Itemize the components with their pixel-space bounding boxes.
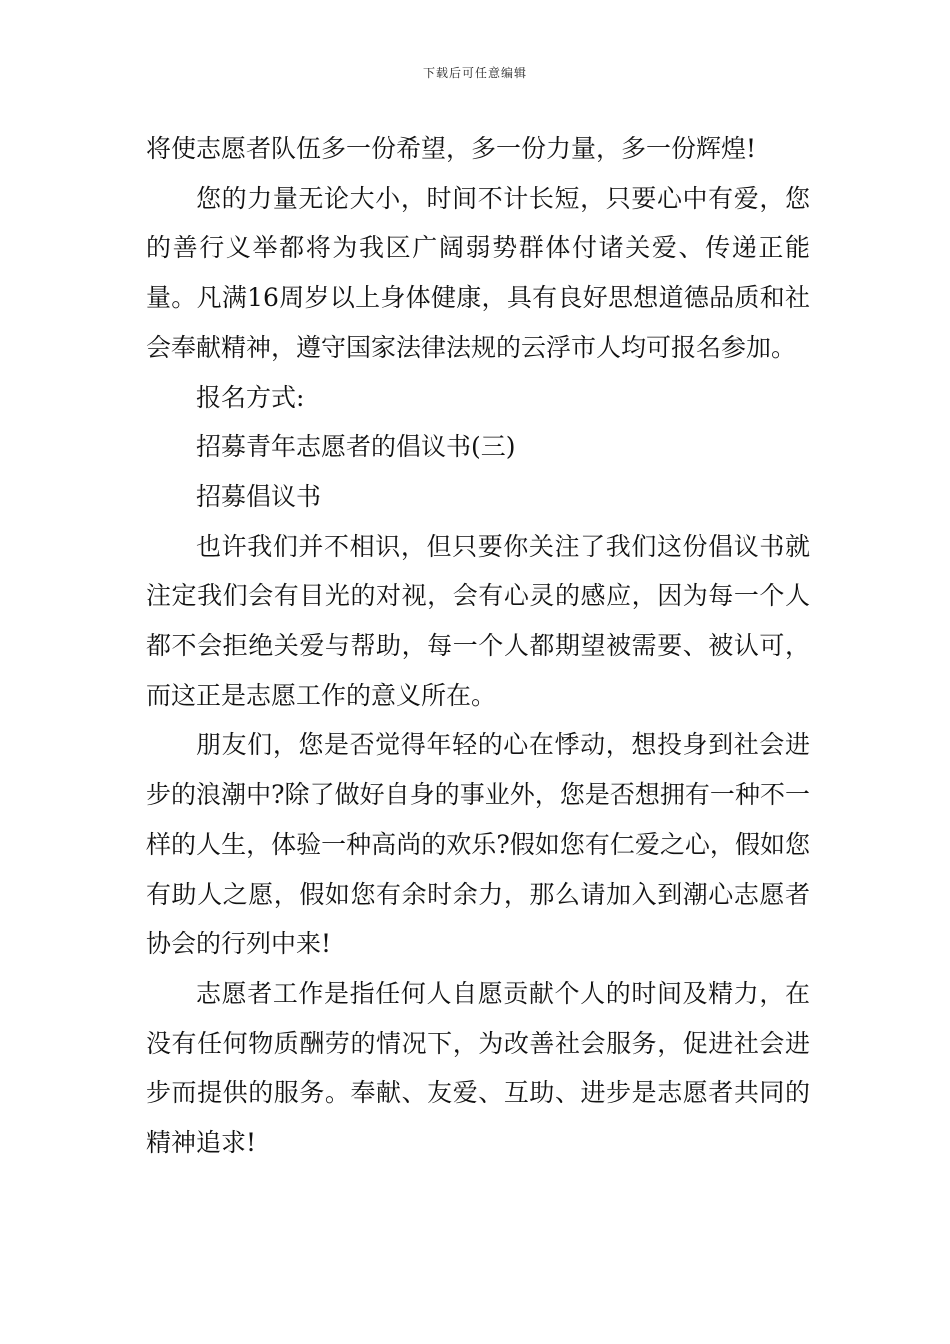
document-body (146, 124, 810, 1168)
paragraph-invitation: 朋友们，您是否觉得年轻的心在悸动，想投身到社会进步的浪潮中?除了做好自身的事业外，您是否想拥有一种不一样的人生，体验一种高尚的欢乐?假如您有仁爱之心，假如您有助人之愿，假如您有余时余力，那么请加入到潮心志愿者协会的行列中来! (146, 730, 810, 959)
paragraph-continuation: 将使志愿者队伍多一份希望，多一份力量，多一份辉煌! (146, 134, 757, 163)
page-header: 下载后可任意编辑 (422, 66, 527, 80)
section-title: 招募青年志愿者的倡议书(三) (196, 432, 516, 462)
paragraph-registration-method: 报名方式: (196, 382, 305, 412)
paragraph-eligibility: 您的力量无论大小，时间不计长短，只要心中有爱，您的善行义举都将为我区广阔弱势群体付诸关爱、传递正能量。凡满16周岁以上身体健康，具有良好思想道德品质和社会奉献精神，遵守国家法律法规的云浮市人均可报名参加。 (146, 183, 810, 362)
document-title: 招募倡议书 (196, 481, 322, 511)
paragraph-definition: 志愿者工作是指任何人自愿贡献个人的时间及精力，在没有任何物质酬劳的情况下，为改善社会服务，促进社会进步而提供的服务。奉献、友爱、互助、进步是志愿者共同的精神追求! (146, 978, 810, 1158)
paragraph-intro: 也许我们并不相识，但只要你关注了我们这份倡议书就注定我们会有目光的对视，会有心灵的感应，因为每一个人都不会拒绝关爱与帮助，每一个人都期望被需要、被认可，而这正是志愿工作的意义所在。 (146, 531, 810, 710)
